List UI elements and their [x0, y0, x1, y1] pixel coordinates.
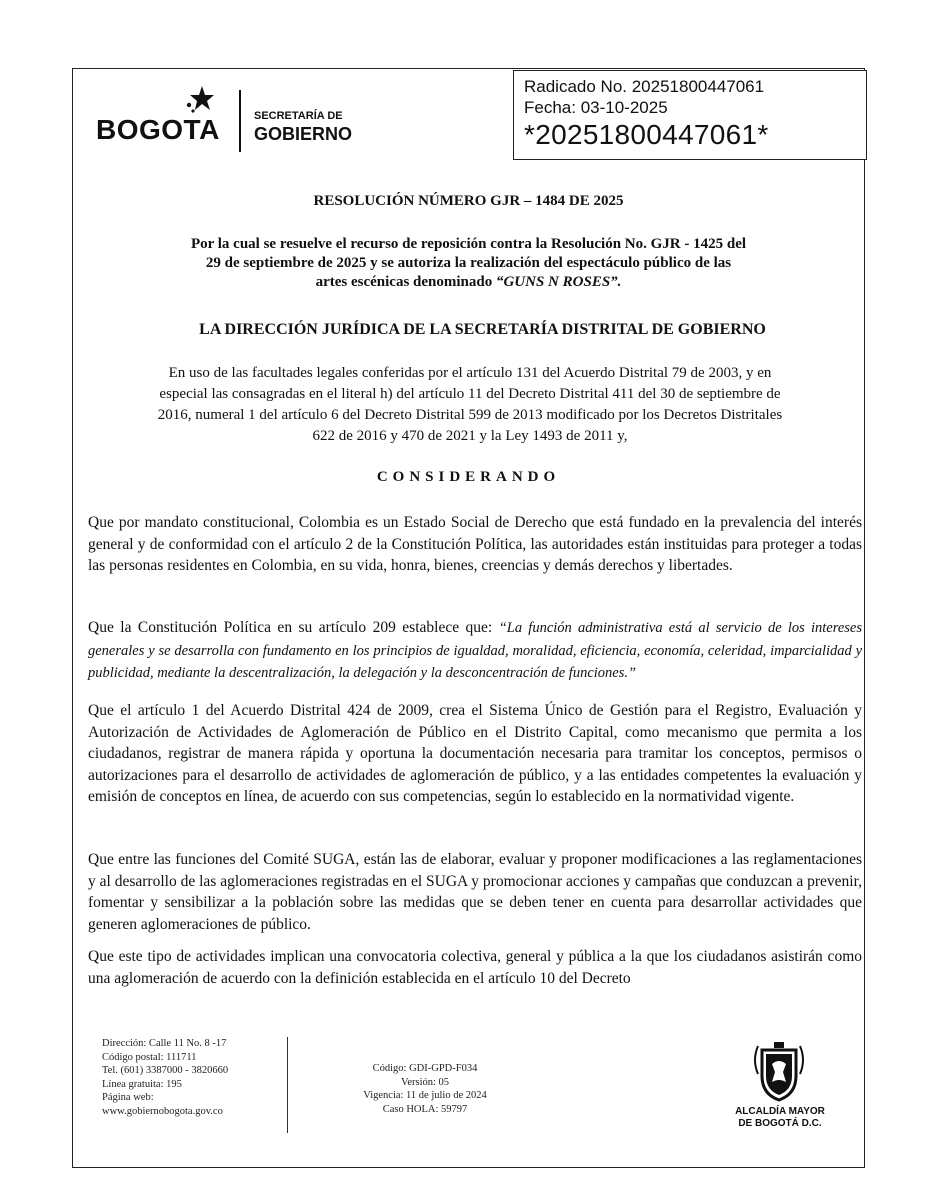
bogota-logo — [96, 84, 396, 156]
footer-address: Dirección: Calle 11 No. 8 -17 — [102, 1038, 227, 1049]
alcaldia-line-1: ALCALDÍA MAYOR — [735, 1106, 825, 1117]
issuing-authority: LA DIRECCIÓN JURÍDICA DE LA SECRETARÍA DISTRITAL DE GOBIERNO — [199, 321, 766, 338]
subject-line-3-prefix: artes escénicas denominado — [315, 274, 496, 290]
footer-version: Versión: 05 — [400, 1076, 450, 1088]
footer-validity: Vigencia: 11 de julio de 2024 — [363, 1090, 487, 1101]
legal-basis-line-1: En uso de las facultades legales conferidas por el artículo 131 del Acuerdo Distrital 79 de 2003, y en — [168, 365, 772, 381]
logo-wordmark: BOGOTA — [96, 114, 220, 145]
footer-contact — [102, 1037, 282, 1118]
footer-toll-free: Línea gratuita: 195 — [102, 1078, 182, 1090]
paragraph-4: Que entre las funciones del Comité SUGA, están las de elaborar, evaluar y proponer modificaciones a las reglamentaciones y al desarrollo de las aglomeraciones registradas en el SUGA y promocionar acciones y campañas que conduzcan a prevenir, fomentar y sensibilizar a la población sobre las medidas que se deben tener en cuenta para desarrollar actividades que generen aglomeraciones de público. — [88, 851, 862, 933]
radicado-barcode-text: *20251800447061* — [524, 119, 769, 150]
legal-basis — [80, 363, 860, 447]
legal-basis-line-2: especial las consagradas en el literal h) del artículo 11 del Decreto Distrital 411 del 30 de septiembre de — [159, 386, 781, 402]
radicado-date: Fecha: 03-10-2025 — [524, 98, 668, 117]
considerando-heading: CONSIDERANDO — [376, 469, 561, 485]
logo-secretaria-text: SECRETARÍA DE — [254, 110, 343, 122]
resolution-number: RESOLUCIÓN NÚMERO GJR – 1484 DE 2025 — [313, 193, 624, 209]
star-icon — [182, 84, 216, 118]
paragraph-2 — [88, 617, 862, 685]
subject-line-3 — [72, 273, 865, 292]
logo-gobierno-text: GOBIERNO — [254, 124, 353, 144]
footer-document-info — [330, 1062, 520, 1116]
coat-of-arms-icon — [748, 1040, 810, 1104]
event-name: “GUNS N ROSES”. — [495, 274, 622, 290]
paragraph-3: Que el artículo 1 del Acuerdo Distrital 424 de 2009, crea el Sistema Único de Gestión para el Registro, Evaluación y Autorización de Actividades de Aglomeración de Público en el Distrito Capital, como mecanismo que permita a los ciudadanos, registrar de manera rápida y oportuna la documentación necesaria para tramitar los conceptos, permisos o autorizaciones para el desarrollo de actividades de aglomeración de público, y a las entidades competentes la evaluación y emisión de conceptos en línea, de acuerdo con sus competencias, según lo establecido en la normatividad vigente. — [88, 702, 862, 805]
footer-case: Caso HOLA: 59797 — [382, 1103, 468, 1115]
logo-divider — [239, 90, 241, 152]
subject-line-2: 29 de septiembre de 2025 y se autoriza la realización del espectáculo público de las — [205, 255, 732, 271]
legal-basis-line-4: 622 de 2016 y 470 de 2021 y la Ley 1493 de 2011 y, — [312, 428, 628, 444]
radicado-number: Radicado No. 20251800447061 — [524, 77, 765, 96]
paragraph-5: Que este tipo de actividades implican una convocatoria colectiva, general y pública a la que los ciudadanos asistirán como una aglomeración de acuerdo con la definición establecida en el artículo 10 del Decreto — [88, 948, 862, 987]
footer-web-label: Página web: — [102, 1092, 154, 1103]
resolution-subject — [72, 235, 865, 292]
paragraph-1: Que por mandato constitucional, Colombia es un Estado Social de Derecho que está fundado en la prevalencia del interés general y de conformidad con el artículo 2 de la Constitución Política, las autoridades están instituidas para proteger a todas las personas residentes en Colombia, en su vida, honra, bienes, creencias y demás derechos y libertades. — [88, 514, 862, 574]
alcaldia-label — [705, 1106, 855, 1130]
subject-line-1: Por la cual se resuelve el recurso de reposición contra la Resolución No. GJR - 1425 del — [190, 236, 747, 252]
radicado-box — [513, 70, 867, 160]
paragraph-2-quote: “La función administrativa está al servicio de los intereses generales y se desarrolla con fundamento en los principios de igualdad, moralidad, eficiencia, economía, celeridad, imparcialidad y publicidad, mediante la descentralización, la delegación y la desconcentración de funciones.” — [88, 620, 863, 681]
footer-code: Código: GDI-GPD-F034 — [372, 1063, 478, 1074]
footer-web-url[interactable]: www.gobiernobogota.gov.co — [102, 1105, 223, 1117]
alcaldia-line-2: DE BOGOTÁ D.C. — [738, 1118, 822, 1129]
paragraph-2-prefix: Que la Constitución Política en su artículo 209 establece que: — [88, 619, 499, 636]
footer-postal-code: Código postal: 111711 — [102, 1051, 197, 1063]
footer-divider — [287, 1037, 288, 1133]
legal-basis-line-3: 2016, numeral 1 del artículo 6 del Decreto Distrital 599 de 2013 modificado por los Decretos Distritales — [157, 407, 783, 423]
footer-phone: Tel. (601) 3387000 - 3820660 — [102, 1065, 229, 1076]
